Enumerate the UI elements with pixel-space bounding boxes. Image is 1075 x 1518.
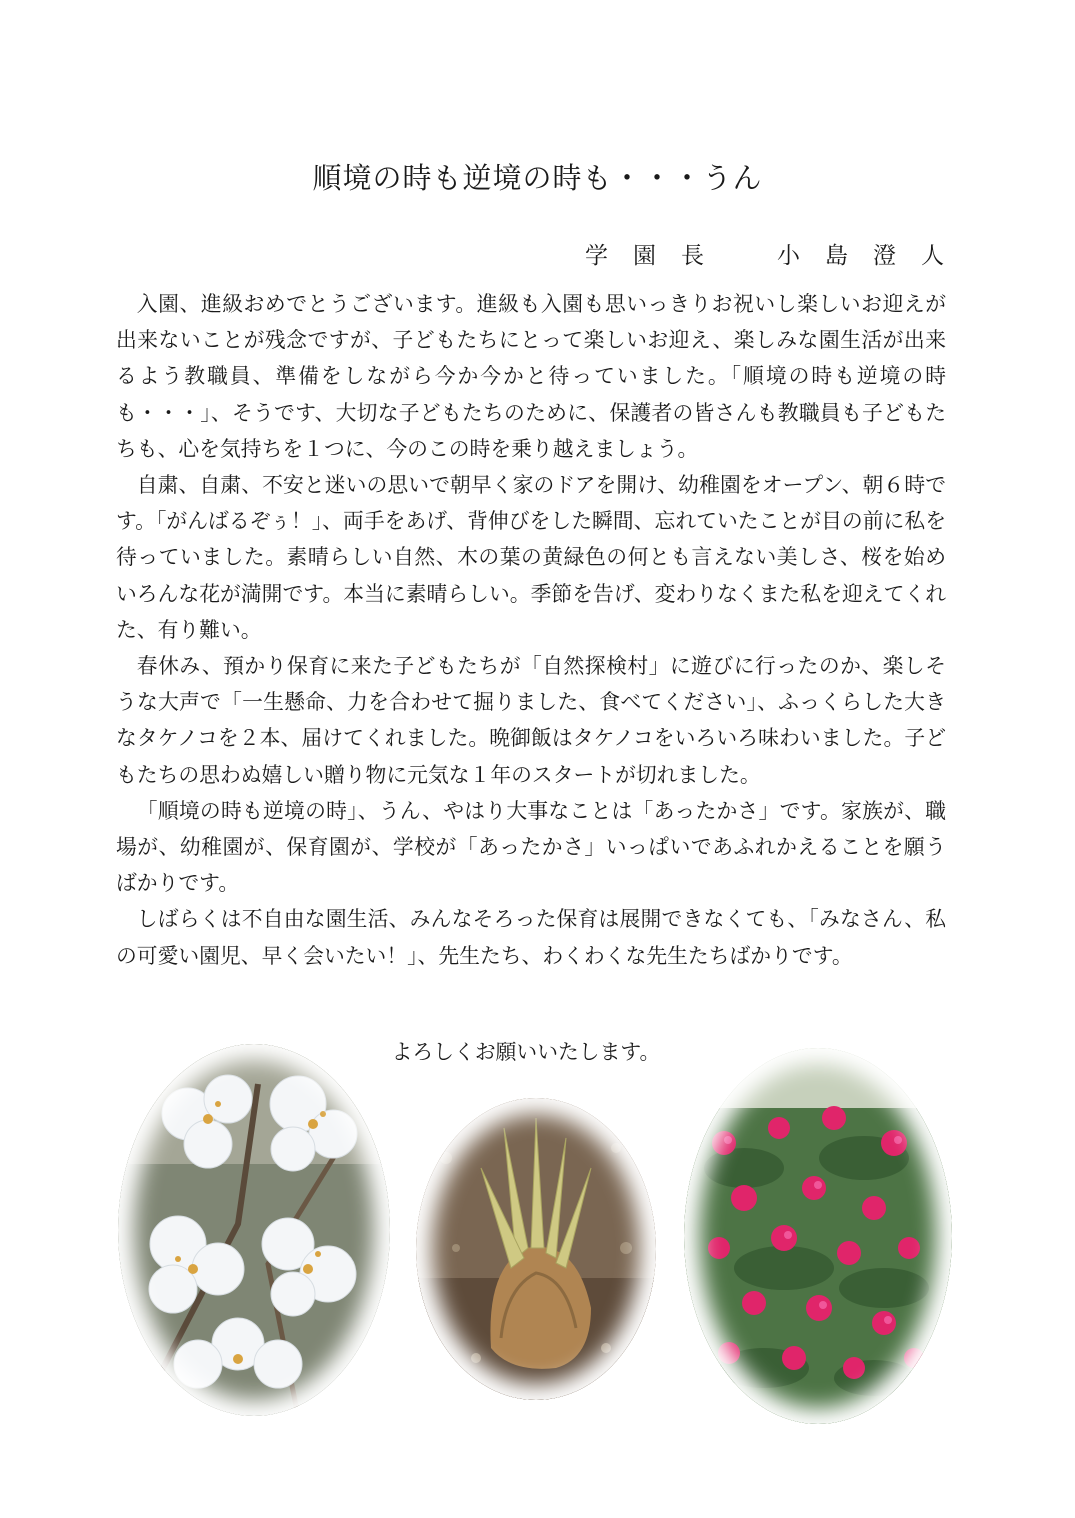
- vignette: [684, 1048, 952, 1424]
- author-name: 小 島 澄 人: [777, 243, 945, 269]
- rhododendron-photo: [684, 1048, 952, 1424]
- article-body: [116, 286, 946, 974]
- paragraph-4: 「順境の時も逆境の時」、うん、やはり大事なことは「あったかさ」です。家族が、職場が、幼稚園が、保育園が、学校が「あったかさ」いっぱいであふれかえることを願うばかりです。: [116, 798, 946, 896]
- bamboo-shoot-photo: [416, 1098, 656, 1400]
- paragraph-2: 自粛、自粛、不安と迷いの思いで朝早く家のドアを開け、幼稚園をオープン、朝６時です。「がんばるぞぅ！」、両手をあげ、背伸びをした瞬間、忘れていたことが目の前に私を待っていました。素晴らしい自然、木の葉の黄緑色の何とも言えない美しさ、桜を始めいろんな花が満開です。本当に素晴らしい。季節を告げ、変わりなくまた私を迎えてくれた、有り難い。: [116, 473, 946, 642]
- white-blossom-photo: [118, 1044, 390, 1416]
- paragraph-1: 入園、進級おめでとうございます。進級も入園も思いっきりお祝いし楽しいお迎えが出来ないことが残念ですが、子どもたちにとって楽しいお迎え、楽しみな園生活が出来るよう教職員、準備をしながら今か今かと待っていました。「順境の時も逆境の時も・・・」、そうです、大切な子どもたちのために、保護者の皆さんも教職員も子どもたちも、心を気持ちを１つに、今のこの時を乗り越えましょう。: [116, 292, 946, 461]
- closing-line: よろしくお願いいたします。: [391, 1040, 661, 1064]
- paragraph-3: 春休み、預かり保育に来た子どもたちが「自然探検村」に遊びに行ったのか、楽しそうな大声で「一生懸命、力を合わせて掘りました、食べてください」、ふっくらした大きなタケノコを２本、届けてくれました。晩御飯はタケノコをいろいろ味わいました。子どもたちの思わぬ嬉しい贈り物に元気な１年のスタートが切れました。: [116, 654, 946, 787]
- author-role: 学 園 長: [585, 243, 705, 269]
- page-title: 順境の時も逆境の時も・・・うん: [312, 161, 763, 195]
- vignette: [416, 1098, 656, 1400]
- author-line: [540, 236, 945, 276]
- paragraph-5: しばらくは不自由な園生活、みんなそろった保育は展開できなくても、「みなさん、私の可愛い園児、早く会いたい！」、先生たち、わくわくな先生たちばかりです。: [116, 907, 946, 968]
- vignette: [118, 1044, 390, 1416]
